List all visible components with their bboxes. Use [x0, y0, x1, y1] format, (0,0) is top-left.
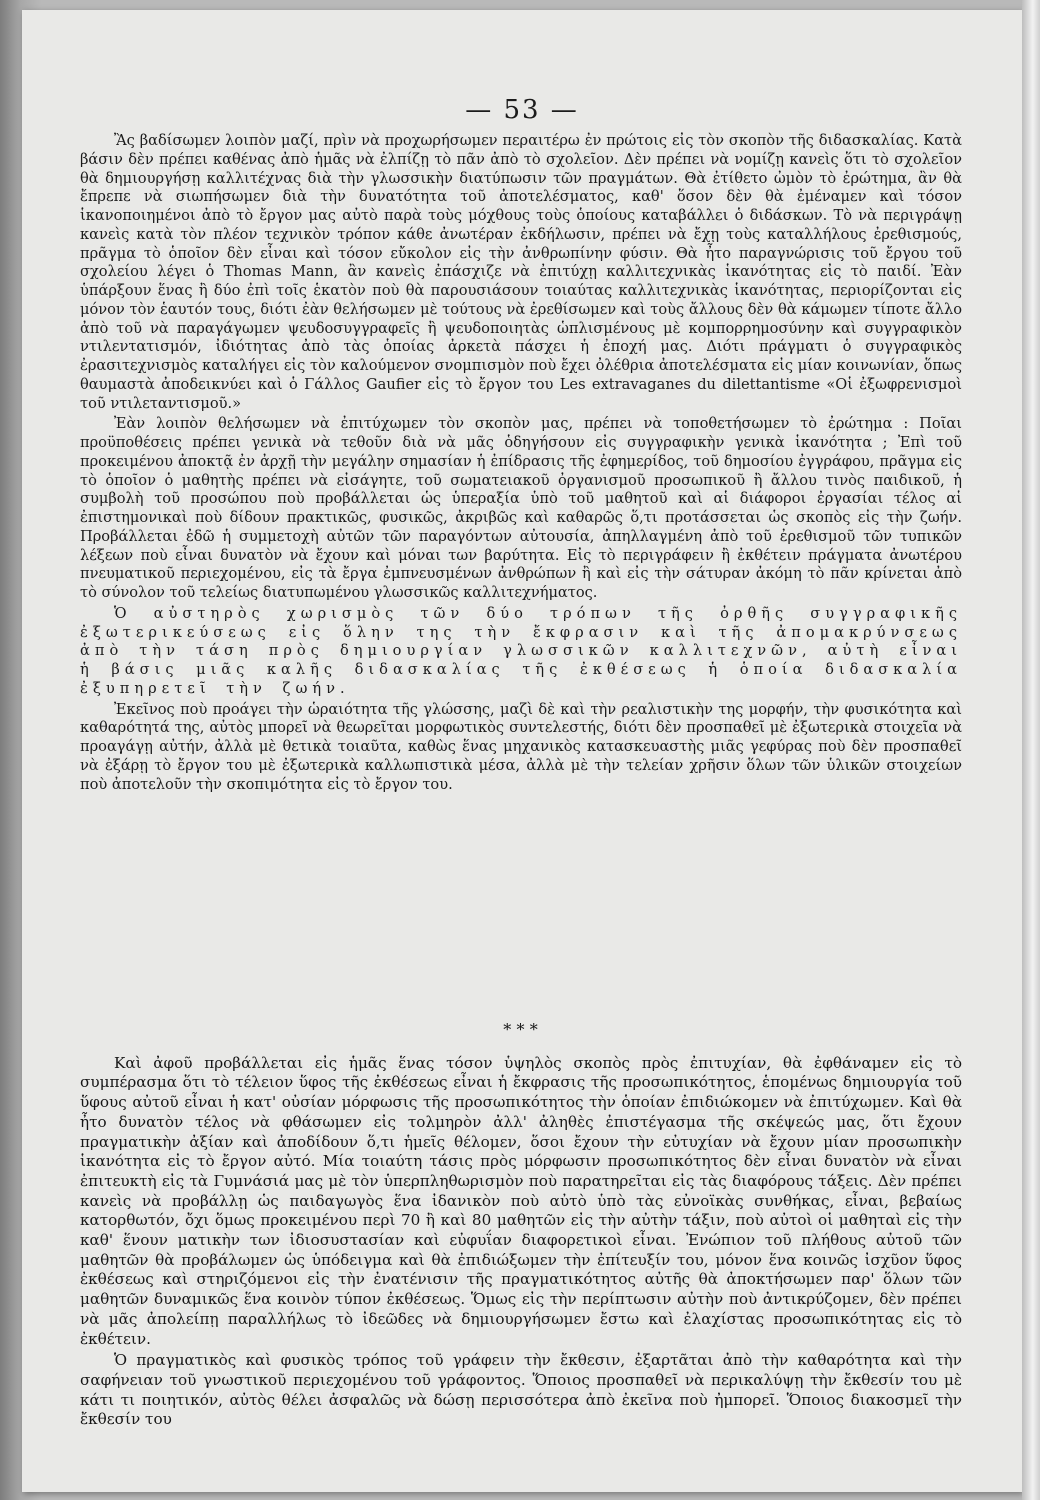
main-text-section-1: [80, 132, 962, 796]
paragraph-1: Ἂς βαδίσωμεν λοιπὸν μαζί, πρὶν νὰ προχωρήσωμεν περαιτέρω ἐν πρώτοις εἰς τὸν σκοπὸν τῆς διδασκαλίας. Κατὰ βάσιν δὲν πρέπει καθένας ἀπὸ ἡμᾶς νὰ ἐλπίζῃ τὸ πᾶν ἀπὸ τὸ σχολεῖον. Δὲν πρέπει νὰ νομίζῃ κανεὶς ὅτι τὸ σχολεῖον θὰ δημιουργήσῃ καλλιτέχνας διὰ τὴν γλωσσικὴν διατύπωσιν τῶν πραγμάτων. Θὰ ἐτίθετο ὠμὸν τὸ ἐρώτημα, ἂν θὰ ἔπρεπε νὰ σιωπήσωμεν διὰ τὴν δυνατότητα τοῦ ἀποτελέσματος, καθ' ὅσον δὲν θὰ ἐμέναμεν καὶ τόσον ἱκανοποιημένοι ἀπὸ τὸ ἔργον μας αὐτὸ παρὰ τοὺς μόχθους τοὺς ὁποίους καταβάλλει ὁ διδάσκων. Τὸ νὰ περιγράψῃ κανεὶς κατὰ τὸν πλέον τεχνικὸν τρόπον κάθε ἀνωτέραν ἐκδήλωσιν, πρέπει νὰ ἔχῃ τοὺς καταλλήλους ἐρεθισμούς, πρᾶγμα τὸ ὁποῖον δὲν εἶναι καὶ τόσον εὔκολον εἰς τὴν ἀνθρωπίνην φύσιν. Θὰ ἦτο παραγνώρισις τοῦ ἔργου τοῦ σχολείου λέγει ὁ Thomas Mann, ἂν κανεὶς ἐπάσχιζε νὰ ἐπιτύχῃ καλλιτεχνικὰς ἱκανότητας εἰς τὸ παιδί. Ἐὰν ὑπάρξουν ἕνας ἢ δύο ἐπὶ τοῖς ἑκατὸν ποὺ θὰ παρουσιάσουν τοιαύτας καλλιτεχνικὰς ἱκανότητας, περιορίζονται εἰς μόνον τὸν ἑαυτόν τους, διότι ἐὰν θελήσωμεν μὲ τούτους νὰ ἐρεθίσωμεν καὶ τοὺς ἄλλους δὲν θὰ κάμωμεν τίποτε ἄλλο ἀπὸ τοῦ νὰ παραγάγωμεν ψευδοσυγγραφεῖς ἢ ψευδοποιητὰς ὡπλισμένους μὲ κομπορρημοσύνην καὶ συγγραφικὸν ντιλεντατισμόν, ἰδιότητας ἀπὸ τὰς ὁποίας ἀρκετὰ πάσχει ἡ ἐποχή μας. Διότι πράγματι ὁ συγγραφικὸς ἐρασιτεχνισμὸς καταλήγει εἰς τὸν καλούμενον σνομπισμὸν ποὺ ἔχει ὀλέθρια ἀποτελέσματα εἰς μίαν κοινωνίαν, ὅπως θαυμαστὰ ἀποδεικνύει καὶ ὁ Γάλλος Gaufier εἰς τὸ ἔργον του Les extravaganes du dilettantisme «Οἱ ἐξωφρενισμοὶ τοῦ ντιλεταντισμοῦ.»: [80, 132, 962, 412]
page-number: — 53 —: [465, 95, 579, 125]
paragraph-4: Ἐκεῖνος ποὺ προάγει τὴν ὡραιότητα τῆς γλώσσης, μαζὶ δὲ καὶ τὴν ρεαλιστικὴν της μορφήν, τὴν φυσικότητα καὶ καθαρότητά της, αὐτὸς μπορεῖ νὰ θεωρεῖται μορφωτικὸς συντελεστής, διότι δὲν προσπαθεῖ μὲ ἐξωτερικὰ στοιχεῖα νὰ προαγάγῃ αὐτήν, ἀλλὰ μὲ θετικὰ τοιαῦτα, καθὼς ἕνας μηχανικὸς κατασκευαστὴς μιᾶς γεφύρας ποὺ δὲν προσπαθεῖ νὰ ἐξάρῃ τὸ ἔργον του μὲ ἐξωτερικὰ καλλωπιστικὰ μέσα, ἀλλὰ μὲ τὴν τελείαν χρῆσιν ὅλων τῶν ὑλικῶν στοιχείων ποὺ ἀποτελοῦν τὴν σκοπιμότητα εἰς τὸ ἔργον του.: [80, 700, 962, 793]
paragraph-2: Ἐὰν λοιπὸν θελήσωμεν νὰ ἐπιτύχωμεν τὸν σκοπὸν μας, πρέπει νὰ τοποθετήσωμεν τὸ ἐρώτημα : Ποῖαι προϋποθέσεις πρέπει γενικὰ νὰ τεθοῦν διὰ νὰ μᾶς ὁδηγήσουν εἰς συγγραφικὴν γενικὰ ἱκανότητα ; Ἐπὶ τοῦ προκειμένου ἀποκτᾷ ἐν ἀρχῇ τὴν μεγάλην σημασίαν ἡ ἐπίδρασις τῆς ἐφημερίδος, τοῦ δημοσίου ἐγγράφου, πρᾶγμα εἰς τὸ ὁποῖον ὁ μαθητὴς πρέπει νὰ εἰσάγητε, τοῦ σωματειακοῦ ὀργανισμοῦ προσωπικοῦ ἢ ἄλλου τινὸς παιδικοῦ, ἡ συμβολὴ τοῦ προσώπου ποὺ προβάλλεται ὡς ὑπεραξία ὑπὸ τοῦ μαθητοῦ καὶ αἱ διάφοροι ἐργασίαι τέλος αἱ ἐπιστημονικαὶ ποὺ δίδουν πρακτικῶς, φυσικῶς, ἀκριβῶς καὶ καθαρῶς ὅ,τι προτάσσεται ὡς σκοπὸς εἰς τὴν ζωήν. Προβάλλεται ἐδῶ ἡ συμμετοχὴ αὐτῶν τῶν παραγόντων αὐτουσία, ἀπηλλαγμένη ἀπὸ τοῦ ἐρεθισμοῦ τῶν τυπικῶν λέξεων ποὺ εἶναι δυνατὸν νὰ ἔχουν καὶ μόναι των βαρύτητα. Εἰς τὸ περιγράφειν ἢ ἐκθέτειν πράγματα ἀνωτέρου πνευματικοῦ περιεχομένου, εἰς τὰ ἔργα ἐμπνευσμένων ἀνθρώπων ἢ καὶ εἰς τὴν σάτυραν ἀκόμη τὸ πᾶν κρίνεται ἀπὸ τὸ σύνολον τοῦ τελείως διατυπωμένου γλωσσικῶς καλλιτεχνήματος.: [80, 415, 962, 601]
main-text-section-2: [80, 1006, 962, 1432]
section-separator: * * *: [503, 1020, 539, 1039]
document-page: [22, 10, 1022, 1492]
paragraph-3-spaced: Ὁ αὐστηρὸς χωρισμὸς τῶν δύο τρόπων τῆς ὀρθῆς συγγραφικῆς ἐξωτερικεύσεως εἰς ὅλην της τὴν ἔκφρασιν καὶ τῆς ἀπομακρύνσεως ἀπὸ τὴν τάση πρὸς δημιουργίαν γλωσσικῶν καλλιτεχνῶν, αὐτὴ εἶναι ἡ βάσις μιᾶς καλῆς διδασκαλίας τῆς ἐκθέσεως ἡ ὁποία διδασκαλία ἐξυπηρετεῖ τὴν ζωήν.: [80, 604, 962, 697]
paragraph-6: Ὁ πραγματικὸς καὶ φυσικὸς τρόπος τοῦ γράφειν τὴν ἔκθεσιν, ἐξαρτᾶται ἀπὸ τὴν καθαρότητα καὶ τὴν σαφήνειαν τοῦ γνωστικοῦ περιεχομένου τοῦ γράφοντος. Ὅποιος προσπαθεῖ νὰ περικαλύψῃ τὴν ἔκθεσίν του μὲ κάτι τι ποιητικόν, αὐτὸς θέλει ἀσφαλῶς νὰ δώσῃ περισσότερα ἀπὸ ἐκεῖνα ποὺ ἠμπορεῖ. Ὅποιος διακοσμεῖ τὴν ἔκθεσίν του: [80, 1351, 962, 1429]
paragraph-5: Καὶ ἀφοῦ προβάλλεται εἰς ἡμᾶς ἕνας τόσον ὑψηλὸς σκοπὸς πρὸς ἐπιτυχίαν, θὰ ἐφθάναμεν εἰς τὸ συμπέρασμα ὅτι τὸ τέλειον ὕφος τῆς ἐκθέσεως εἶναι ἡ ἔκφρασις τῆς προσωπικότητος, ἑπομένως δημιουργία τοῦ ὕφους αὐτοῦ εἶναι ἡ κατ' οὐσίαν μόρφωσις τῆς προσωπικότητος τὴν ὁποίαν ἐπιδιώκομεν νὰ ἐπιτύχωμεν. Καὶ θὰ ἦτο δυνατὸν τέλος νὰ φθάσωμεν εἰς τολμηρὸν ἀλλ' ἀληθὲς ἐπιστέγασμα τῆς σκέψεώς μας, ὅτι ἔχουν πραγματικὴν ἀξίαν καὶ ἀποδίδουν ὅ,τι ἡμεῖς θέλομεν, ὅσοι ἔχουν τὴν εὐτυχίαν νὰ ἔχουν μίαν προσωπικὴν ἱκανότητα εἰς τὸ ἔργον αὐτό. Μία τοιαύτη τάσις πρὸς μόρφωσιν προσωπικότητος δὲν εἶναι δυνατὸν νὰ εἶναι ἐπιτευκτὴ εἰς τὰ Γυμνάσιά μας μὲ τὸν ὑπερπληθωρισμὸν ποὺ παρατηρεῖται εἰς τὰς διαφόρους τάξεις. Δὲν πρέπει κανεὶς νὰ προβάλλῃ ὡς παιδαγωγὸς ἕνα ἰδανικὸν ποὺ αὐτὸ ὑπὸ τὰς εὐνοϊκὰς συνθήκας, εἶναι, βεβαίως κατορθωτόν, ὄχι ὅμως προκειμένου περὶ 70 ἢ καὶ 80 μαθητῶν εἰς τὴν αὐτὴν τάξιν, ποὺ αὐτοὶ οἱ μαθηταὶ εἰς τὴν καθ' ἕνουν ματικὴν των ἰδιοσυστασίαν καὶ εὐφυΐαν διαφορετικοὶ εἶναι. Ἐνώπιον τοῦ πλήθους αὐτοῦ τῶν μαθητῶν θὰ προβάλωμεν ὡς ὑπόδειγμα καὶ θὰ ἐπιδιώξωμεν τὴν ἐπίτευξίν του, μόνον ἕνα κοινῶς ἰσχῦον ὕφος ἐκθέσεως καὶ στηριζόμενοι εἰς τὴν ἐνατένισιν τῆς πραγματικότητος αὐτῆς θὰ ἀποκτήσωμεν παρ' ὅλων τῶν μαθητῶν δυναμικῶς ἕνα κοινὸν τύπον ἐκθέσεως. Ὅμως εἰς τὴν περίπτωσιν αὐτὴν ποὺ ἀντικρύζομεν, δὲν πρέπει νὰ μᾶς ἀπολείπῃ παραλλήλως τὸ ἰδεῶδες νὰ δημιουργήσωμεν ἔστω καὶ ἐλαχίστας προσωπικότητας εἰς τὸ ἐκθέτειν.: [80, 1053, 962, 1348]
page-edge: [1022, 0, 1040, 1500]
